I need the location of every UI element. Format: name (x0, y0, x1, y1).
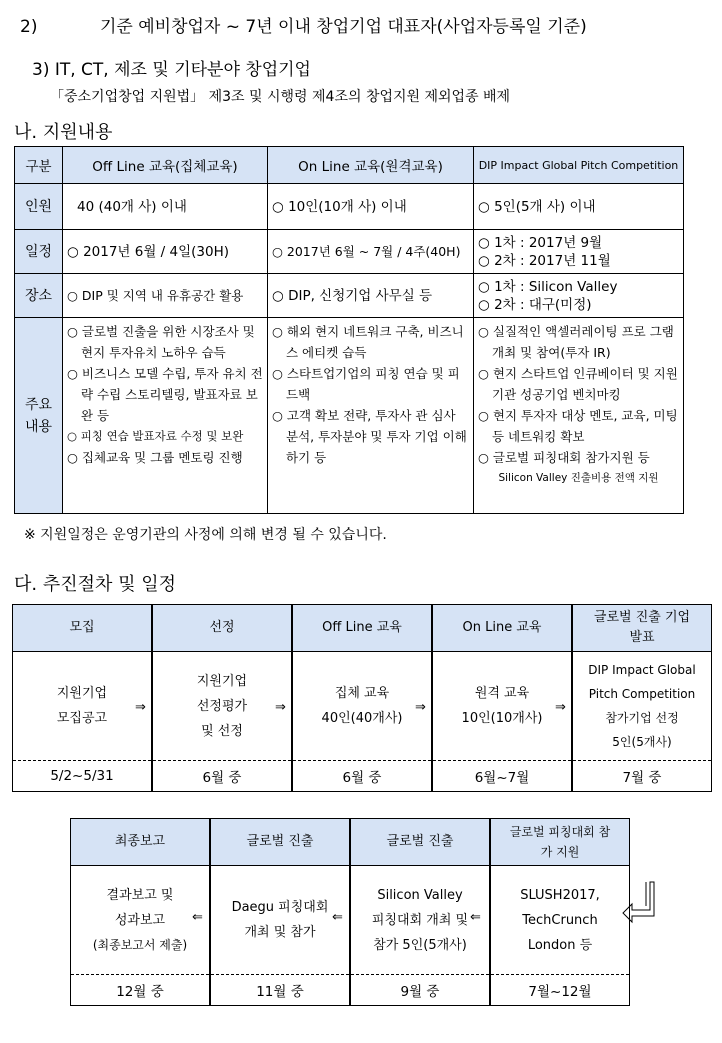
step-body: 집체 교육 40인(40개사) (293, 652, 431, 761)
cell-bullet: ○ 실질적인 액셀러레이팅 프로 그램 개최 및 참여(투자 IR) (478, 324, 674, 360)
table-row (15, 184, 684, 230)
step-date: 12월 중 (116, 984, 164, 1000)
cell-bullet: ○ 글로벌 피칭대회 참가지원 등 (478, 450, 650, 465)
section-heading-process: 다. 추진절차 및 일정 (14, 574, 176, 595)
arrow-right-icon: ⇒ (555, 700, 566, 715)
table-cell (63, 274, 268, 318)
table-header: On Line 교육(원격교육) (268, 147, 474, 184)
cell-bullet: ○ 피칭 연습 발표자료 수정 및 보완 (67, 429, 244, 443)
table-cell (268, 318, 474, 514)
item-number: 2) (20, 17, 38, 37)
process-step-global-pitch-support (490, 818, 630, 1006)
step-body: Silicon Valley 피칭대회 개최 및 참가 5인(5개사) (351, 866, 489, 975)
table-header: DIP Impact Global Pitch Competition (474, 147, 684, 184)
step-date: 5/2~5/31 (50, 768, 114, 784)
cell-bullet: ○ 스타트업기업의 피칭 연습 및 피드백 (272, 366, 460, 402)
step-title: 최종보고 (71, 819, 209, 866)
arrow-right-icon: ⇒ (275, 700, 286, 715)
process-step-selection (152, 604, 292, 792)
cell-bullet: ○ 현지 스타트업 인큐베이터 및 지원기관 성공기업 벤치마킹 (478, 366, 678, 402)
table-row (15, 230, 684, 274)
step-body: DIP Impact Global Pitch Competition 참가기업 선정 5인(5개사) (573, 652, 711, 761)
cell-bullet: ○ 고객 확보 전략, 투자사 관 심사 분석, 투자분야 및 투자 기업 이해하기 등 (272, 408, 467, 465)
step-body: SLUSH2017, TechCrunch London 등 (491, 866, 629, 975)
schedule-note: ※ 지원일정은 운영기관의 사정에 의해 변경 될 수 있습니다. (24, 527, 387, 543)
arrow-left-icon: ⇐ (470, 910, 481, 925)
table-cell (268, 184, 474, 230)
step-date: 6월~7월 (474, 770, 530, 786)
process-step-global-announce (572, 604, 712, 792)
step-body: 결과보고 및 성과보고 (최종보고서 제출) (71, 866, 209, 975)
step-title: 모집 (13, 605, 151, 652)
cell-text: ○ DIP 및 지역 내 유휴공간 활용 (67, 287, 244, 303)
step-title: On Line 교육 (433, 605, 571, 652)
row-label: 인원 (15, 184, 63, 230)
cell-text: 40 (40개 사) 이내 (77, 198, 187, 215)
table-cell (63, 230, 268, 274)
step-body: Daegu 피칭대회 개최 및 참가 (211, 866, 349, 975)
section-heading-support: 나. 지원내용 (14, 122, 113, 143)
process-step-daegu (210, 818, 350, 1006)
cell-text: ○ DIP, 신청기업 사무실 등 (272, 287, 433, 304)
step-title: 선정 (153, 605, 291, 652)
table-cell (63, 318, 268, 514)
table-row (15, 318, 684, 514)
step-date: 7월~12월 (528, 984, 592, 1000)
step-date: 11월 중 (256, 984, 304, 1000)
table-cell (268, 274, 474, 318)
cell-bullet: ○ 비즈니스 모델 수립, 투자 유치 전략 수립 스토리텔링, 발표자료 보완 등 (67, 366, 263, 423)
arrow-right-icon: ⇒ (415, 700, 426, 715)
step-body: 지원기업 모집공고 (13, 652, 151, 761)
arrow-left-icon: ⇐ (332, 910, 343, 925)
row-label: 장소 (15, 274, 63, 318)
cell-text: ○ 1차 : 2017년 9월 (478, 234, 603, 251)
eligibility-item-2 (20, 12, 587, 37)
process-step-silicon-valley (350, 818, 490, 1006)
step-title: 글로벌 피칭대회 참가 지원 (491, 819, 629, 866)
table-cell (474, 274, 684, 318)
return-arrow-icon (620, 880, 656, 924)
step-date: 9월 중 (400, 984, 440, 1000)
table-header-row (15, 147, 684, 184)
process-step-offline (292, 604, 432, 792)
table-cell (474, 230, 684, 274)
table-cell (268, 230, 474, 274)
step-body: 원격 교육 10인(10개사) (433, 652, 571, 761)
eligibility-item-3-note: 「중소기업창업 지원법」 제3조 및 시행령 제4조의 창업지원 제외업종 배제 (50, 89, 511, 105)
step-title: 글로벌 진출 (351, 819, 489, 866)
cell-bullet: ○ 현지 투자자 대상 멘토, 교육, 미팅 등 네트워킹 확보 (478, 408, 678, 444)
arrow-right-icon: ⇒ (135, 700, 146, 715)
cell-text: ○ 10인(10개 사) 이내 (272, 198, 407, 215)
cell-text: ○ 5인(5개 사) 이내 (478, 198, 596, 215)
cell-text: ○ 2017년 6월 ~ 7월 / 4주(40H) (272, 243, 461, 259)
process-step-final-report (70, 818, 210, 1006)
process-step-recruit (12, 604, 152, 792)
row-label: 일정 (15, 230, 63, 274)
cell-text: ○ 2017년 6월 / 4일(30H) (67, 243, 230, 260)
cell-text: ○ 2차 : 대구(미정) (478, 296, 592, 313)
cell-bullet: ○ 해외 현지 네트워크 구축, 비즈니스 에티켓 습득 (272, 324, 464, 360)
step-date: 7월 중 (622, 770, 662, 786)
support-table (14, 146, 684, 514)
arrow-left-icon: ⇐ (192, 910, 203, 925)
step-body: 지원기업 선정평가 및 선정 (153, 652, 291, 761)
table-header: Off Line 교육(집체교육) (63, 147, 268, 184)
step-title: 글로벌 진출 기업 발표 (573, 605, 711, 652)
cell-text: ○ 2차 : 2017년 11월 (478, 252, 611, 269)
item-text: 기준 예비창업자 ~ 7년 이내 창업기업 대표자(사업자등록일 기준) (100, 17, 587, 37)
table-cell (474, 318, 684, 514)
cell-footnote: Silicon Valley 진출비용 전액 지원 (498, 472, 659, 484)
table-row (15, 274, 684, 318)
cell-bullet: ○ 집체교육 및 그룹 멘토링 진행 (67, 450, 243, 465)
step-title: Off Line 교육 (293, 605, 431, 652)
cell-bullet: ○ 글로벌 진출을 위한 시장조사 및 현지 투자유치 노하우 습득 (67, 324, 255, 360)
table-cell (474, 184, 684, 230)
step-title: 글로벌 진출 (211, 819, 349, 866)
step-date: 6월 중 (202, 770, 242, 786)
row-label: 주요 내용 (15, 318, 63, 514)
table-header: 구분 (15, 147, 63, 184)
eligibility-item-3: 3) IT, CT, 제조 및 기타분야 창업기업 (32, 60, 311, 80)
cell-text: ○ 1차 : Silicon Valley (478, 278, 618, 295)
process-step-online (432, 604, 572, 792)
step-date: 6월 중 (342, 770, 382, 786)
table-cell (63, 184, 268, 230)
